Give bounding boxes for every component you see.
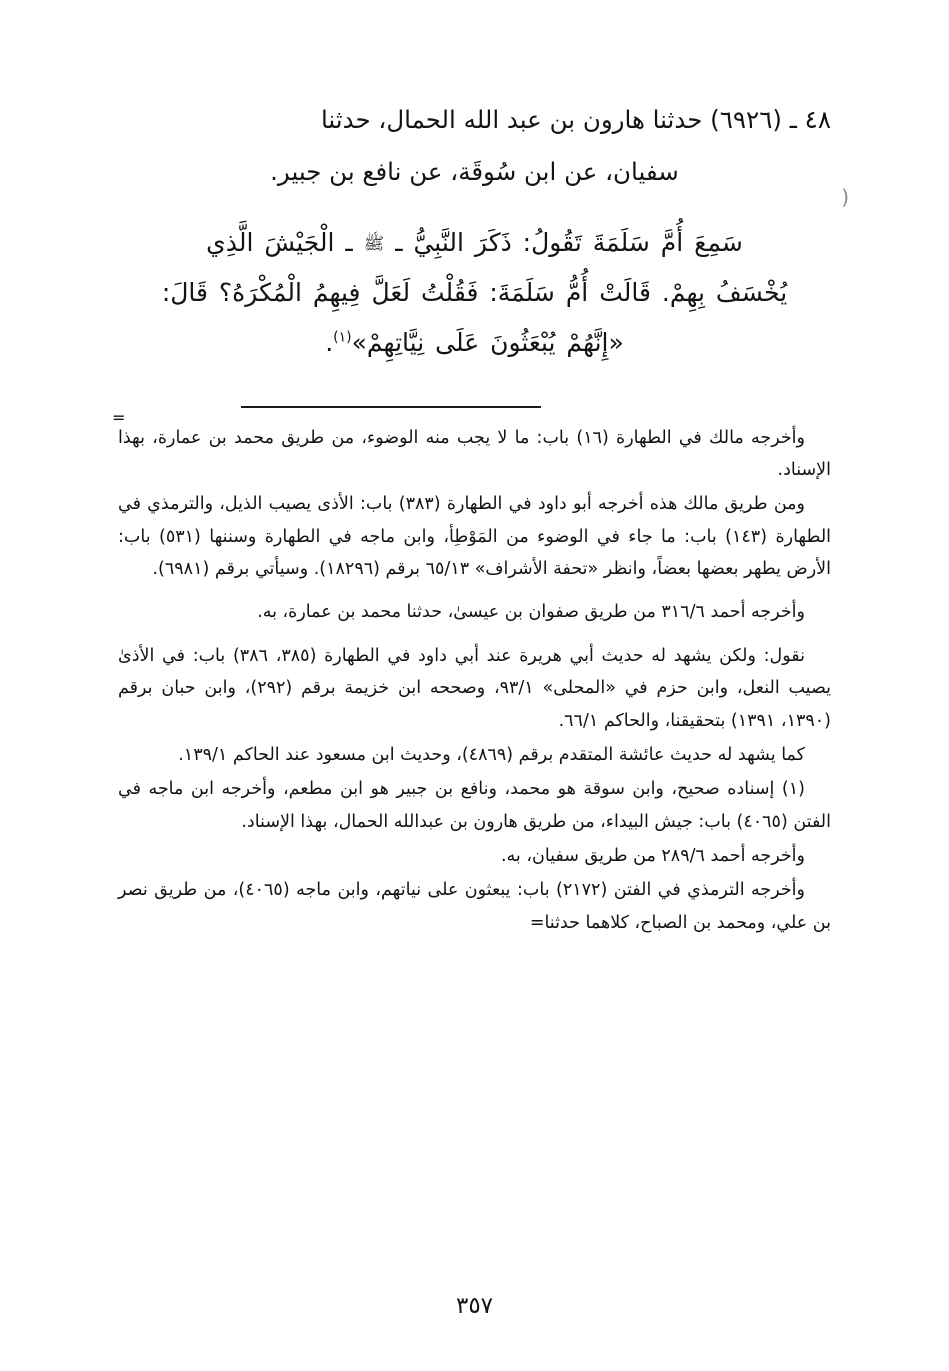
matn-line-2: يُخْسَفُ بِهِمْ. قَالَتْ أُمُّ سَلَمَةَ: فَقُلْتُ لَعَلَّ فِيهِمُ الْمُكْرَهُ؟ قَالَ: (161, 277, 788, 307)
spacer (118, 631, 831, 640)
footnote-paragraph: وأخرجه أحمد ٢٨٩/٦ من طريق سفيان، به. (500, 846, 805, 867)
page-number: ٣٥٧ (455, 1293, 494, 1319)
hadith-isnad (118, 96, 831, 196)
matn-line-1a: سَمِعَ أُمَّ سَلَمَةَ تَقُولُ: ذَكَرَ النَّبِيُّ ـ (395, 227, 743, 257)
matn-period: . (325, 327, 334, 357)
footnotes-block (118, 422, 831, 940)
footnote-paragraph: نقول: ولكن يشهد له حديث أبي هريرة عند أبي داود في الطهارة (٣٨٥، ٣٨٦) باب: في الأذىٰ يصيب النعل، وابن حزم في «المحلى» ٩٣/١، وصححه ابن خزيمة برقم (٢٩٢)، وابن حبان برقم (١٣٩٠، ١٣٩١) بتحقيقنا، والحاكم ٦٦/١. (118, 645, 832, 731)
separator-rule (241, 406, 541, 408)
hadith-isnad-line-1: حدثنا هارون بن عبد الله الحمال، حدثنا (320, 105, 703, 134)
matn-line-1 (118, 218, 831, 268)
spacer (118, 587, 831, 596)
footnote-paragraph: وأخرجه أحمد ٣١٦/٦ من طريق صفوان بن عيسىٰ، حدثنا محمد بن عمارة، به. (257, 602, 805, 623)
hadith-number: ٤٨ ـ (٦٩٢٦) (710, 105, 831, 134)
continuation-mark: = (112, 407, 126, 427)
footnote-marker: (١) (333, 329, 352, 346)
hadith-main-block (118, 96, 831, 368)
scan-artifact: ( (841, 185, 849, 209)
footnote-paragraph: وأخرجه الترمذي في الفتن (٢١٧٢) باب: يبعثون على نياتهم، وابن ماجه (٤٠٦٥)، من طريق نصر بن علي، ومحمد بن الصباح، كلاهما حدثنا= (118, 880, 831, 933)
pbuh-icon: ﷺ (363, 233, 385, 254)
footnote-paragraph: وأخرجه مالك في الطهارة (١٦) باب: ما لا يجب منه الوضوء، من طريق محمد بن عمارة، بهذا الإسناد. (118, 427, 831, 480)
footnote-separator (112, 394, 831, 427)
hadith-matn (118, 218, 831, 368)
matn-line-3 (118, 318, 831, 368)
footnote-paragraph: ومن طريق مالك هذه أخرجه أبو داود في الطهارة (٣٨٣) باب: الأذى يصيب الذيل، والترمذي في الطهارة (١٤٣) باب: ما جاء في الوضوء من المَوْطِأ، وابن ماجه في الطهارة وسننها (٥٣١) باب: الأرض يطهر بعضها بعضاً، وانظر «تحفة الأشراف» ٦٥/١٣ برقم (١٨٢٩٦). وسيأتي برقم (٦٩٨١). (118, 494, 832, 580)
hadith-isnad-line-2: سفيان، عن ابن سُوقَة، عن نافع بن جبير. (270, 156, 679, 186)
matn-line-1b: ـ الْجَيْشَ الَّذِي (206, 227, 353, 257)
footnote-paragraph: كما يشهد له حديث عائشة المتقدم برقم (٤٨٦٩)، وحديث ابن مسعود عند الحاكم ١٣٩/١. (178, 744, 805, 765)
matn-quote: «إِنَّهُمْ يُبْعَثُونَ عَلَى نِيَّاتِهِمْ» (351, 327, 624, 357)
footnote-paragraph: (١) إسناده صحيح، وابن سوقة هو محمد، ونافع بن جبير هو ابن مطعم، وأخرجه ابن ماجه في الفتن (٤٠٦٥) باب: جيش البيداء، من طريق هارون بن عبدالله الحمال، بهذا الإسناد. (118, 779, 831, 832)
